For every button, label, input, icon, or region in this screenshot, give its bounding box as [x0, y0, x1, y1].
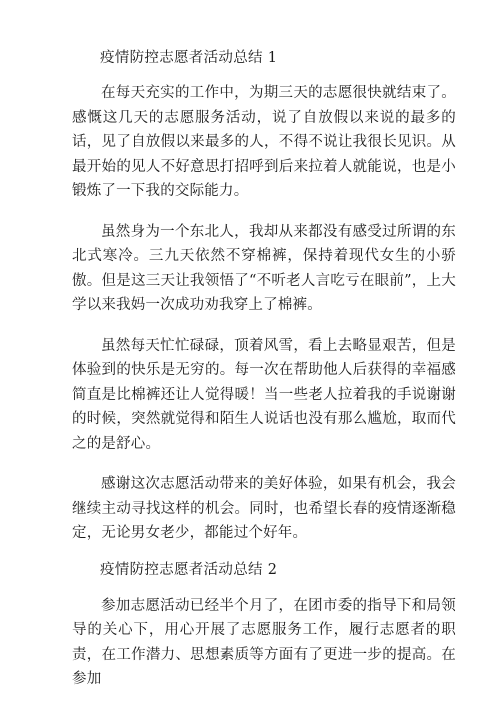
section-title-2: 疫情防控志愿者活动总结 2: [100, 561, 278, 578]
section-1-paragraph-4: 感谢这次志愿活动带来的美好体验，如果有机会，我会继续主动寻找这样的机会。同时，也希望长春的疫情逐渐稳定，无论男女老少，都能过个好年。: [72, 476, 456, 541]
section-1-paragraph-1: 在每天充实的工作中，为期三天的志愿很快就结束了。感慨这几天的志愿服务活动，说了自放假以来说的最多的话，见了自放假以来最多的人，不得不说让我很长见识。从最开始的见人不好意思打招呼到后来拉着人就能说，也是小锻炼了一下我的交际能力。: [72, 85, 456, 199]
section-1-paragraph-2: 虽然身为一个东北人，我却从来都没有感受过所谓的东北式寒冷。三九天依然不穿棉裤，保持着现代女生的小骄傲。但是这三天让我领悟了“不听老人言吃亏在眼前”，上大学以来我妈一次成功劝我穿上了棉裤。: [72, 223, 456, 313]
section-title-1: 疫情防控志愿者活动总结 1: [100, 50, 278, 66]
section-1-paragraph-3: 虽然每天忙忙碌碌，顶着风雪，看上去略显艰苦，但是体验到的快乐是无穷的。每一次在帮助他人后获得的幸福感简直是比棉裤还让人觉得暖！当一些老人拉着我的手说谢谢的时候，突然就觉得和陌生人说话也没有那么尴尬，取而代之的是舒心。: [72, 337, 456, 452]
section-2-paragraph-1: 参加志愿活动已经半个月了，在团市委的指导下和局领导的关心下，用心开展了志愿服务工作，履行志愿者的职责，在工作潜力、思想素质等方面有了更进一步的提高。在参加: [72, 597, 456, 687]
